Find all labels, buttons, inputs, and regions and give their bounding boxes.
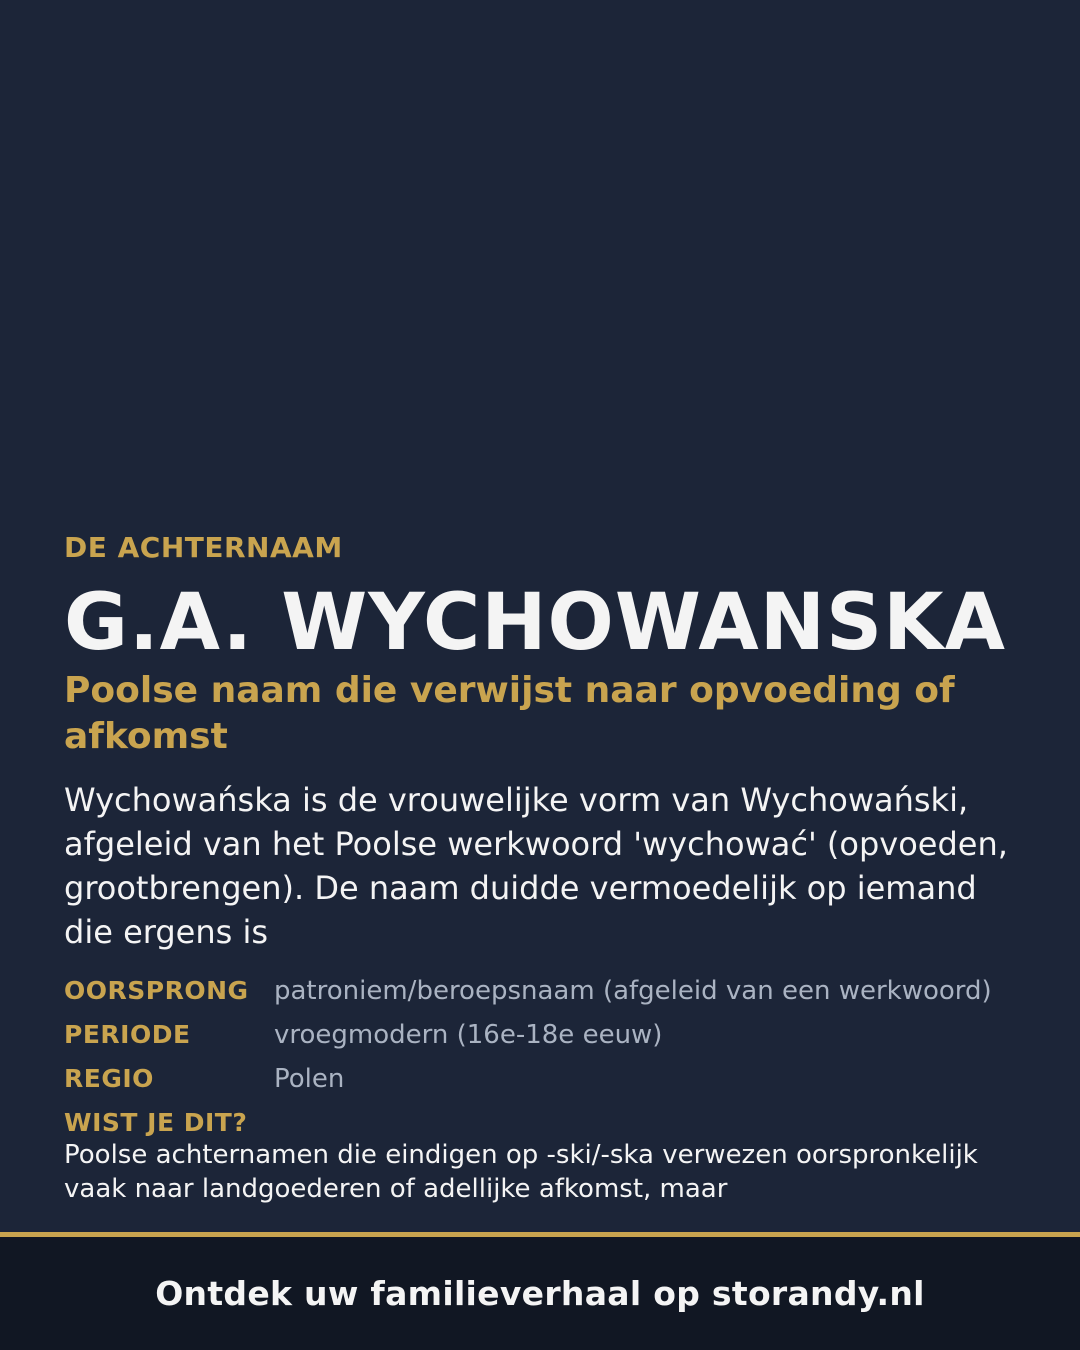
- fact-label: OORSPRONG: [64, 976, 249, 1005]
- fact-value: vroegmodern (16e-18e eeuw): [274, 1020, 663, 1050]
- fact-label: PERIODE: [64, 1020, 191, 1049]
- fact-row-origin: [64, 976, 1016, 1006]
- did-you-know-text: Poolse achternamen die eindigen op -ski/-ska verwezen oorspronkelijk vaak naar landgoederen of adellijke afkomst, maar: [64, 1140, 978, 1204]
- eyebrow-label: DE ACHTERNAAM: [64, 531, 343, 564]
- surname-title: G.A. WYCHOWANSKA: [64, 578, 1006, 668]
- footer-cta[interactable]: Ontdek uw familieverhaal op storandy.nl: [155, 1274, 925, 1313]
- surname-subtitle: Poolse naam die verwijst naar opvoeding of afkomst: [64, 670, 955, 757]
- surname-description: Wychowańska is de vrouwelijke vorm van Wychowański, afgeleid van het Poolse werkwoord 'wychować' (opvoeden, grootbrengen). De naam duidde vermoedelijk op iemand die ergens is: [64, 781, 1008, 951]
- footer-banner: [0, 1232, 1080, 1350]
- did-you-know-label: WIST JE DIT?: [64, 1108, 248, 1137]
- fact-row-region: [64, 1064, 1016, 1094]
- fact-value: patroniem/beroepsnaam (afgeleid van een werkwoord): [274, 976, 992, 1006]
- facts-list: [64, 976, 1016, 1094]
- fact-value: Polen: [274, 1064, 345, 1094]
- fact-label: REGIO: [64, 1064, 154, 1093]
- fact-row-period: [64, 1020, 1016, 1050]
- surname-card: [64, 530, 1016, 1206]
